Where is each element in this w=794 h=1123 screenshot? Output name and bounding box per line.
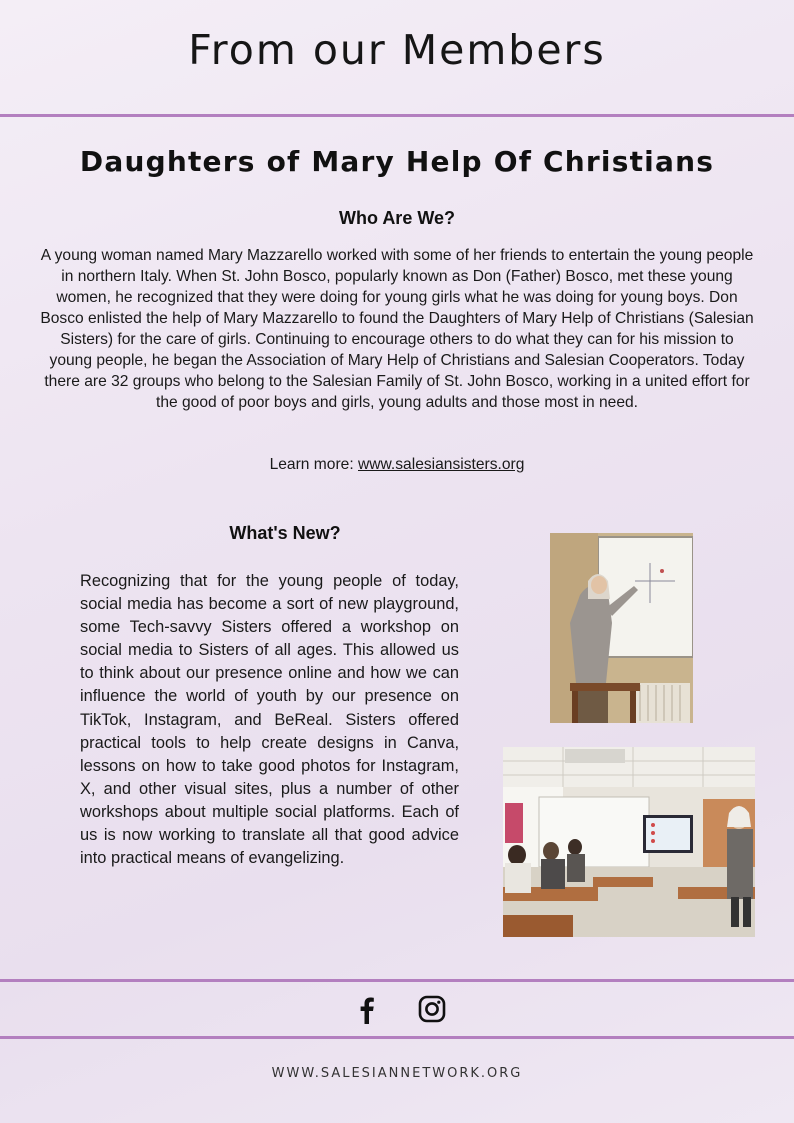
page-title: From our Members [188, 26, 606, 74]
learn-more-link[interactable]: www.salesiansisters.org [358, 456, 525, 473]
who-are-we-body: A young woman named Mary Mazzarello worked with some of her friends to entertain the young people in northern Italy. When St. John Bosco, popularly known as Don (Father) Bosco, met these young women, he recognized that they were doing for young girls what he was doing for young boys. Don Bosco enlisted the help of Mary Mazzarello to found the Daughters of Mary Help of Christians (Salesian Sisters) for the care of girls. Continuing to encourage others to do what they can for his mission to young people, he began the Association of Mary Help of Christians and Salesian Cooperators. Today there are 32 groups who belong to the Salesian Family of St. John Bosco, working in a united effort for the good of poor boys and girls, young adults and those most in need. [40, 247, 754, 411]
header-divider [0, 114, 794, 117]
facebook-icon[interactable] [356, 996, 378, 1024]
whats-new-heading: What's New? [229, 523, 341, 543]
footer-website[interactable]: WWW.SALESIANNETWORK.ORG [271, 1066, 523, 1081]
article-heading: Daughters of Mary Help Of Christians [79, 145, 715, 178]
whats-new-body: Recognizing that for the young people of today, social media has become a sort of new playground, some Tech-savvy Sisters offered a workshop on social media to Sisters of all ages. This allowed us to think about our presence online and how we can influence the world of youth by our presence on TikTok, Instagram, and BeReal. Sisters offered practical tools to help create designs in Canva, lessons on how to take good photos for Instagram, X, and other visual sites, plus a number of other workshops about multiple social platforms. Each of us is now working to translate all that good advice into practical means of evangelizing. [80, 572, 459, 868]
learn-more-label: Learn more: [269, 456, 358, 473]
whiteboard-photo [550, 533, 693, 723]
footer-divider-top [0, 979, 794, 982]
footer-divider-bottom [0, 1036, 794, 1039]
learn-more-line [0, 454, 794, 475]
classroom-photo [503, 747, 755, 937]
who-are-we-heading: Who Are We? [339, 208, 455, 228]
instagram-icon[interactable] [418, 995, 446, 1023]
